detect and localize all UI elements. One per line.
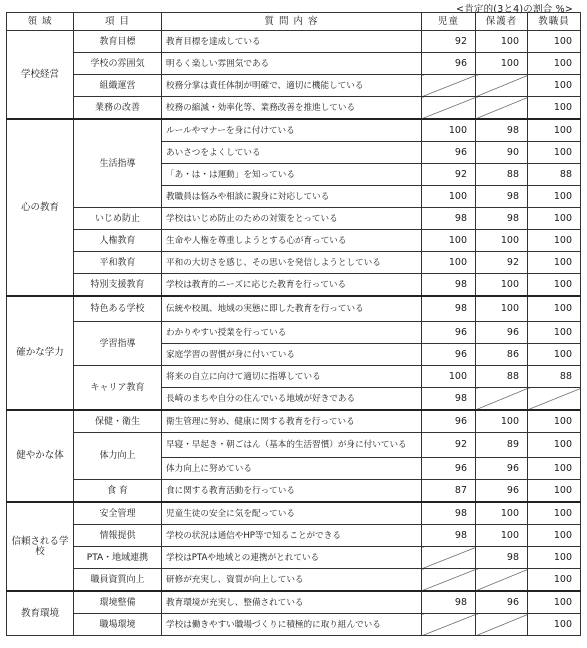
staff-value: 100: [528, 296, 581, 322]
not-applicable-cell: [476, 614, 528, 636]
question-cell: 明るく楽しい雰囲気である: [162, 53, 422, 75]
question-cell: 学校はいじめ防止のための対策をとっている: [162, 208, 422, 230]
parent-value: 96: [476, 458, 528, 480]
question-cell: 生命や人権を尊重しようとする心が育っている: [162, 230, 422, 252]
table-row: [7, 410, 581, 433]
student-value: 98: [422, 208, 476, 230]
parent-value: 89: [476, 433, 528, 458]
item-cell: 職場環境: [74, 614, 162, 636]
item-cell: 人権教育: [74, 230, 162, 252]
student-value: 96: [422, 458, 476, 480]
question-cell: あいさつをよくしている: [162, 142, 422, 164]
question-cell: 学校は働きやすい職場づくりに積極的に取り組んでいる: [162, 614, 422, 636]
question-cell: 「あ・は・は運動」を知っている: [162, 164, 422, 186]
item-cell: 職員資質向上: [74, 569, 162, 592]
staff-value: 100: [528, 97, 581, 120]
student-value: 96: [422, 53, 476, 75]
staff-value: 100: [528, 614, 581, 636]
question-cell: 衛生管理に努め、健康に関する教育を行っている: [162, 410, 422, 433]
student-value: 92: [422, 433, 476, 458]
question-cell: 体力向上に努めている: [162, 458, 422, 480]
not-applicable-cell: [422, 97, 476, 120]
table-row: [7, 614, 581, 636]
student-value: 98: [422, 591, 476, 614]
student-value: 100: [422, 366, 476, 388]
question-cell: 平和の大切さを感じ、その思いを発信しようとしている: [162, 252, 422, 274]
parent-value: 88: [476, 366, 528, 388]
item-cell: 生活指導: [74, 119, 162, 208]
header-domain: 領 域: [7, 13, 74, 31]
staff-value: 100: [528, 480, 581, 503]
not-applicable-cell: [476, 97, 528, 120]
domain-cell: 心の教育: [7, 119, 74, 296]
staff-value: 100: [528, 142, 581, 164]
staff-value: 100: [528, 186, 581, 208]
table-row: [7, 75, 581, 97]
student-value: 96: [422, 410, 476, 433]
header-row: [7, 13, 581, 31]
table-row: [7, 525, 581, 547]
student-value: 96: [422, 344, 476, 366]
parent-value: 98: [476, 547, 528, 569]
item-cell: 特別支援教育: [74, 274, 162, 297]
table-row: [7, 296, 581, 322]
item-cell: 安全管理: [74, 502, 162, 525]
parent-value: 98: [476, 186, 528, 208]
student-value: 98: [422, 296, 476, 322]
staff-value: 100: [528, 458, 581, 480]
parent-value: 92: [476, 252, 528, 274]
staff-value: 100: [528, 547, 581, 569]
question-cell: 児童生徒の安全に気を配っている: [162, 502, 422, 525]
parent-value: 100: [476, 230, 528, 252]
question-cell: 将来の自立に向けて適切に指導している: [162, 366, 422, 388]
parent-value: 100: [476, 410, 528, 433]
parent-value: 98: [476, 119, 528, 142]
student-value: 98: [422, 525, 476, 547]
item-cell: 環境整備: [74, 591, 162, 614]
parent-value: 100: [476, 31, 528, 53]
parent-value: 86: [476, 344, 528, 366]
table-row: [7, 591, 581, 614]
staff-value: 100: [528, 410, 581, 433]
staff-value: 100: [528, 591, 581, 614]
domain-cell: 確かな学力: [7, 296, 74, 410]
item-cell: 組織運営: [74, 75, 162, 97]
item-cell: 体力向上: [74, 433, 162, 480]
question-cell: 学校の状況は通信やHP等で知ることができる: [162, 525, 422, 547]
question-cell: 教育目標を達成している: [162, 31, 422, 53]
item-cell: いじめ防止: [74, 208, 162, 230]
student-value: 92: [422, 164, 476, 186]
table-row: [7, 480, 581, 503]
staff-value: 100: [528, 31, 581, 53]
parent-value: 90: [476, 142, 528, 164]
staff-value: 100: [528, 208, 581, 230]
staff-value: 100: [528, 322, 581, 344]
table-row: [7, 502, 581, 525]
table-row: [7, 208, 581, 230]
question-cell: 教職員は悩みや相談に親身に対応している: [162, 186, 422, 208]
question-cell: 伝統や校風、地域の実態に即した教育を行っている: [162, 296, 422, 322]
table-row: [7, 97, 581, 120]
table-row: [7, 322, 581, 344]
not-applicable-cell: [476, 569, 528, 592]
domain-cell: 健やかな体: [7, 410, 74, 502]
not-applicable-cell: [476, 388, 528, 411]
table-row: [7, 274, 581, 297]
item-cell: PTA・地域連携: [74, 547, 162, 569]
parent-value: 100: [476, 274, 528, 297]
parent-value: 96: [476, 480, 528, 503]
parent-value: 96: [476, 591, 528, 614]
item-cell: 教育目標: [74, 31, 162, 53]
table-row: [7, 433, 581, 458]
domain-cell: 信頼される学校: [7, 502, 74, 591]
question-cell: 長崎のまちや自分の住んでいる地域が好きである: [162, 388, 422, 411]
domain-cell: 教育環境: [7, 591, 74, 636]
item-cell: 学校の雰囲気: [74, 53, 162, 75]
staff-value: 100: [528, 274, 581, 297]
item-cell: 保健・衛生: [74, 410, 162, 433]
question-cell: 校務の縮減・効率化等、業務改善を推進している: [162, 97, 422, 120]
item-cell: 特色ある学校: [74, 296, 162, 322]
student-value: 98: [422, 388, 476, 411]
student-value: 96: [422, 322, 476, 344]
percentage-note: <肯定的(3と4)の割合 %>: [456, 4, 573, 15]
staff-value: 88: [528, 366, 581, 388]
staff-value: 100: [528, 119, 581, 142]
header-question: 質 問 内 容: [162, 13, 422, 31]
student-value: 100: [422, 252, 476, 274]
header-parent: 保護者: [476, 13, 528, 31]
staff-value: 100: [528, 252, 581, 274]
item-cell: 平和教育: [74, 252, 162, 274]
table-row: [7, 31, 581, 53]
question-cell: 学校はPTAや地域との連携がとれている: [162, 547, 422, 569]
question-cell: 食に関する教育活動を行っている: [162, 480, 422, 503]
question-cell: 家庭学習の習慣が身に付いている: [162, 344, 422, 366]
staff-value: 88: [528, 164, 581, 186]
staff-value: 100: [528, 525, 581, 547]
school-evaluation-table: [6, 12, 581, 636]
header-student: 児童: [422, 13, 476, 31]
item-cell: 学習指導: [74, 322, 162, 366]
staff-value: 100: [528, 502, 581, 525]
student-value: 100: [422, 186, 476, 208]
not-applicable-cell: [422, 547, 476, 569]
header-staff: 教職員: [528, 13, 581, 31]
item-cell: キャリア教育: [74, 366, 162, 411]
item-cell: 食 育: [74, 480, 162, 503]
question-cell: 校務分掌は責任体制が明確で、適切に機能している: [162, 75, 422, 97]
student-value: 92: [422, 31, 476, 53]
student-value: 100: [422, 119, 476, 142]
parent-value: 98: [476, 208, 528, 230]
not-applicable-cell: [528, 388, 581, 411]
parent-value: 100: [476, 53, 528, 75]
question-cell: 学校は教育的ニーズに応じた教育を行っている: [162, 274, 422, 297]
table-row: [7, 230, 581, 252]
table-row: [7, 547, 581, 569]
not-applicable-cell: [422, 569, 476, 592]
question-cell: 研修が充実し、資質が向上している: [162, 569, 422, 592]
staff-value: 100: [528, 433, 581, 458]
table-row: [7, 252, 581, 274]
header-item: 項 目: [74, 13, 162, 31]
question-cell: 教育環境が充実し、整備されている: [162, 591, 422, 614]
parent-value: 100: [476, 525, 528, 547]
not-applicable-cell: [422, 75, 476, 97]
domain-cell: 学校経営: [7, 31, 74, 120]
student-value: 100: [422, 230, 476, 252]
item-cell: 業務の改善: [74, 97, 162, 120]
question-cell: ルールやマナーを身に付けている: [162, 119, 422, 142]
staff-value: 100: [528, 75, 581, 97]
parent-value: 100: [476, 296, 528, 322]
student-value: 96: [422, 142, 476, 164]
table-row: [7, 119, 581, 142]
parent-value: 96: [476, 322, 528, 344]
student-value: 98: [422, 274, 476, 297]
question-cell: 早寝・早起き・朝ごはん（基本的生活習慣）が身に付いている: [162, 433, 422, 458]
student-value: 98: [422, 502, 476, 525]
item-cell: 情報提供: [74, 525, 162, 547]
student-value: 87: [422, 480, 476, 503]
staff-value: 100: [528, 230, 581, 252]
staff-value: 100: [528, 344, 581, 366]
table-row: [7, 53, 581, 75]
parent-value: 88: [476, 164, 528, 186]
not-applicable-cell: [422, 614, 476, 636]
staff-value: 100: [528, 569, 581, 592]
question-cell: わかりやすい授業を行っている: [162, 322, 422, 344]
table-row: [7, 366, 581, 388]
staff-value: 100: [528, 53, 581, 75]
table-row: [7, 569, 581, 592]
not-applicable-cell: [476, 75, 528, 97]
parent-value: 100: [476, 502, 528, 525]
